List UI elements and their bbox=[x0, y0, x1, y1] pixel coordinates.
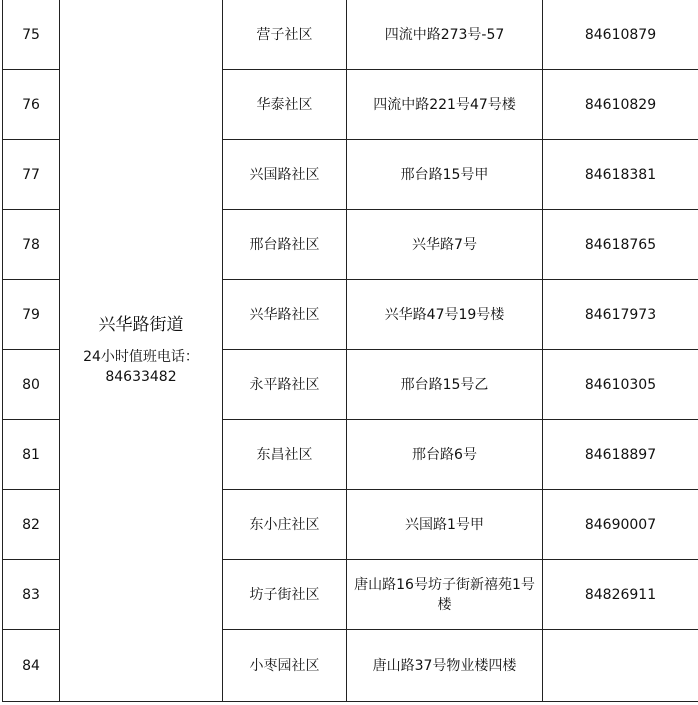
district-name: 兴华路街道 bbox=[98, 314, 184, 335]
community-address: 兴国路1号甲 bbox=[347, 490, 543, 560]
community-phone: 84618381 bbox=[543, 140, 698, 210]
community-address: 唐山路16号坊子街新禧苑1号楼 bbox=[347, 560, 543, 630]
table-row bbox=[3, 0, 698, 70]
community-address: 邢台路15号乙 bbox=[347, 350, 543, 420]
community-phone: 84610305 bbox=[543, 350, 698, 420]
community-name: 小枣园社区 bbox=[223, 630, 347, 702]
community-phone bbox=[543, 630, 698, 702]
row-number: 76 bbox=[3, 70, 60, 140]
community-name: 营子社区 bbox=[223, 0, 347, 70]
row-number: 82 bbox=[3, 490, 60, 560]
community-phone: 84610879 bbox=[543, 0, 698, 70]
row-number: 83 bbox=[3, 560, 60, 630]
community-contact-table bbox=[2, 0, 698, 702]
row-number: 81 bbox=[3, 420, 60, 490]
community-phone: 84618765 bbox=[543, 210, 698, 280]
row-number: 78 bbox=[3, 210, 60, 280]
community-phone: 84610829 bbox=[543, 70, 698, 140]
community-phone: 84690007 bbox=[543, 490, 698, 560]
community-name: 永平路社区 bbox=[223, 350, 347, 420]
community-name: 兴华路社区 bbox=[223, 280, 347, 350]
row-number: 79 bbox=[3, 280, 60, 350]
hotline-number: 84633482 bbox=[105, 368, 177, 385]
community-phone: 84826911 bbox=[543, 560, 698, 630]
community-address: 唐山路37号物业楼四楼 bbox=[347, 630, 543, 702]
community-phone: 84617973 bbox=[543, 280, 698, 350]
row-number: 77 bbox=[3, 140, 60, 210]
community-address: 邢台路6号 bbox=[347, 420, 543, 490]
row-number: 84 bbox=[3, 630, 60, 702]
community-address: 兴华路7号 bbox=[347, 210, 543, 280]
community-name: 坊子街社区 bbox=[223, 560, 347, 630]
community-address: 兴华路47号19号楼 bbox=[347, 280, 543, 350]
community-address: 邢台路15号甲 bbox=[347, 140, 543, 210]
community-name: 东小庄社区 bbox=[223, 490, 347, 560]
row-number: 75 bbox=[3, 0, 60, 70]
community-name: 兴国路社区 bbox=[223, 140, 347, 210]
hotline-label: 24小时值班电话： bbox=[83, 348, 199, 365]
community-name: 邢台路社区 bbox=[223, 210, 347, 280]
row-number: 80 bbox=[3, 350, 60, 420]
district-cell bbox=[60, 0, 223, 702]
community-address: 四流中路221号47号楼 bbox=[347, 70, 543, 140]
community-name: 华泰社区 bbox=[223, 70, 347, 140]
community-address: 四流中路273号-57 bbox=[347, 0, 543, 70]
community-phone: 84618897 bbox=[543, 420, 698, 490]
community-name: 东昌社区 bbox=[223, 420, 347, 490]
